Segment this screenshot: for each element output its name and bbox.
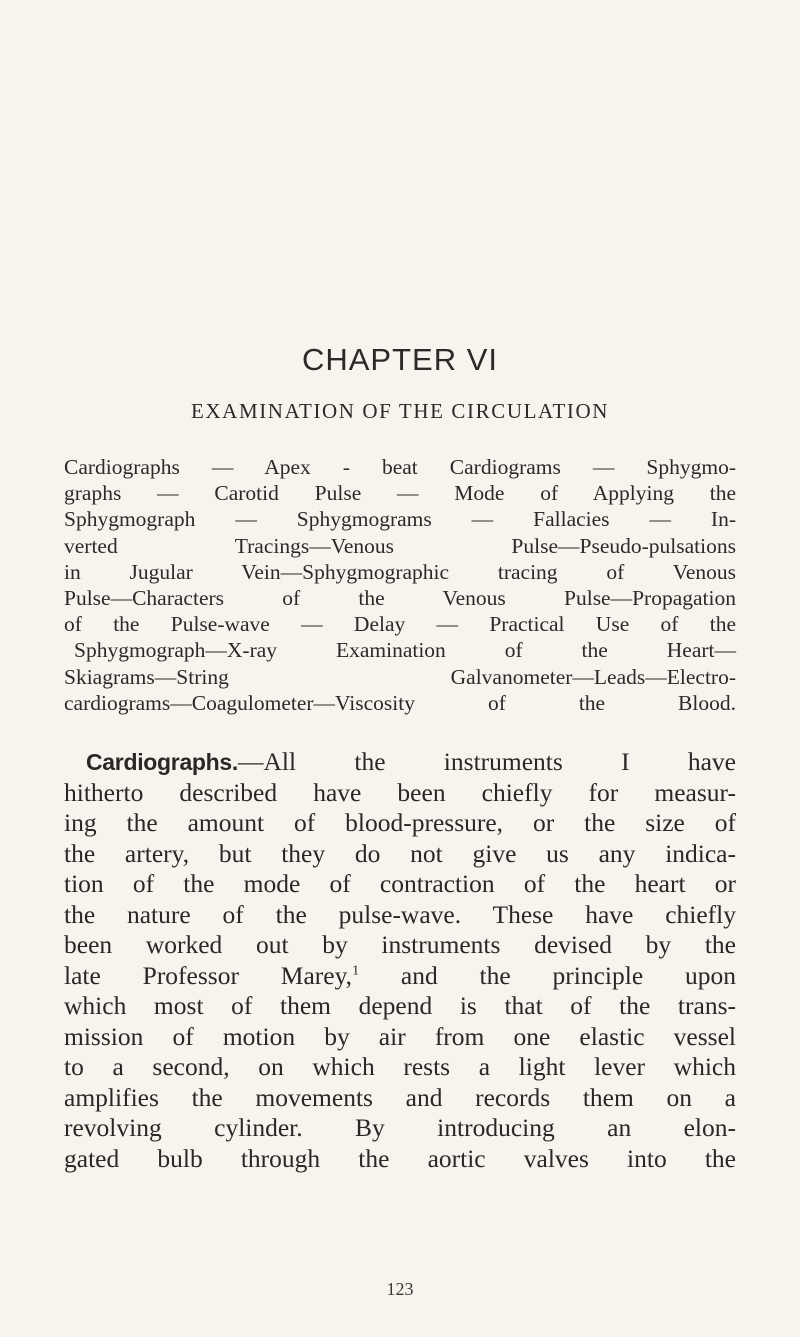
body-line: hitherto described have been chiefly for measur- <box>64 777 736 807</box>
synopsis-line: Cardiographs — Apex - beat Cardiograms — Sphygmo- <box>64 455 736 479</box>
synopsis-line: of the Pulse-wave — Delay — Practical Use of the <box>64 612 736 637</box>
body-line-text: —All the instruments I have <box>238 747 736 776</box>
page-number: 123 <box>386 1279 414 1299</box>
body-line-text: and the principle upon <box>359 960 736 990</box>
body-line: tion of the mode of contraction of the heart or <box>64 869 736 898</box>
chapter-title: CHAPTER VI <box>301 342 499 377</box>
synopsis-line: graphs — Carotid Pulse — Mode of Applying the <box>64 481 736 506</box>
body-line <box>64 961 736 992</box>
body-line: gated bulb through the aortic valves into the <box>64 1143 736 1173</box>
synopsis-line: in Jugular Vein—Sphygmographic tracing of Venous <box>64 559 736 584</box>
body-line: to a second, on which rests a light lever which <box>64 1052 736 1081</box>
body-line: amplifies the movements and records them on a <box>64 1082 736 1112</box>
synopsis-line: Sphygmograph — Sphygmograms — Fallacies — In- <box>64 507 736 532</box>
synopsis-line: Sphygmograph—X-ray Examination of the Heart— <box>74 638 736 663</box>
body-line: which most of them depend is that of the trans- <box>64 991 736 1020</box>
synopsis-line: cardiograms—Coagulometer—Viscosity of the Blood. <box>64 690 736 715</box>
body-line: the nature of the pulse-wave. These have chiefly <box>64 899 736 929</box>
footnote-marker: 1 <box>352 963 360 978</box>
synopsis-line: verted Tracings—Venous Pulse—Pseudo-pulsations <box>64 533 736 558</box>
body-line: the artery, but they do not give us any indica- <box>64 838 736 868</box>
run-in-heading: Cardiographs. <box>86 749 239 775</box>
chapter-subtitle: EXAMINATION OF THE CIRCULATION <box>190 399 609 423</box>
body-line <box>64 747 736 778</box>
body-line: revolving cylinder. By introducing an elon- <box>64 1113 736 1142</box>
body-line: ing the amount of blood-pressure, or the size of <box>64 808 736 837</box>
body-line: mission of motion by air from one elastic vessel <box>64 1021 736 1051</box>
chapter-synopsis <box>64 454 736 716</box>
body-paragraph <box>64 747 736 1174</box>
synopsis-line: Skiagrams—String Galvanometer—Leads—Electro- <box>64 664 736 689</box>
synopsis-line: Pulse—Characters of the Venous Pulse—Propagation <box>64 586 736 611</box>
body-line-text: late Professor Marey, <box>64 960 353 990</box>
body-line: been worked out by instruments devised by the <box>64 930 736 959</box>
